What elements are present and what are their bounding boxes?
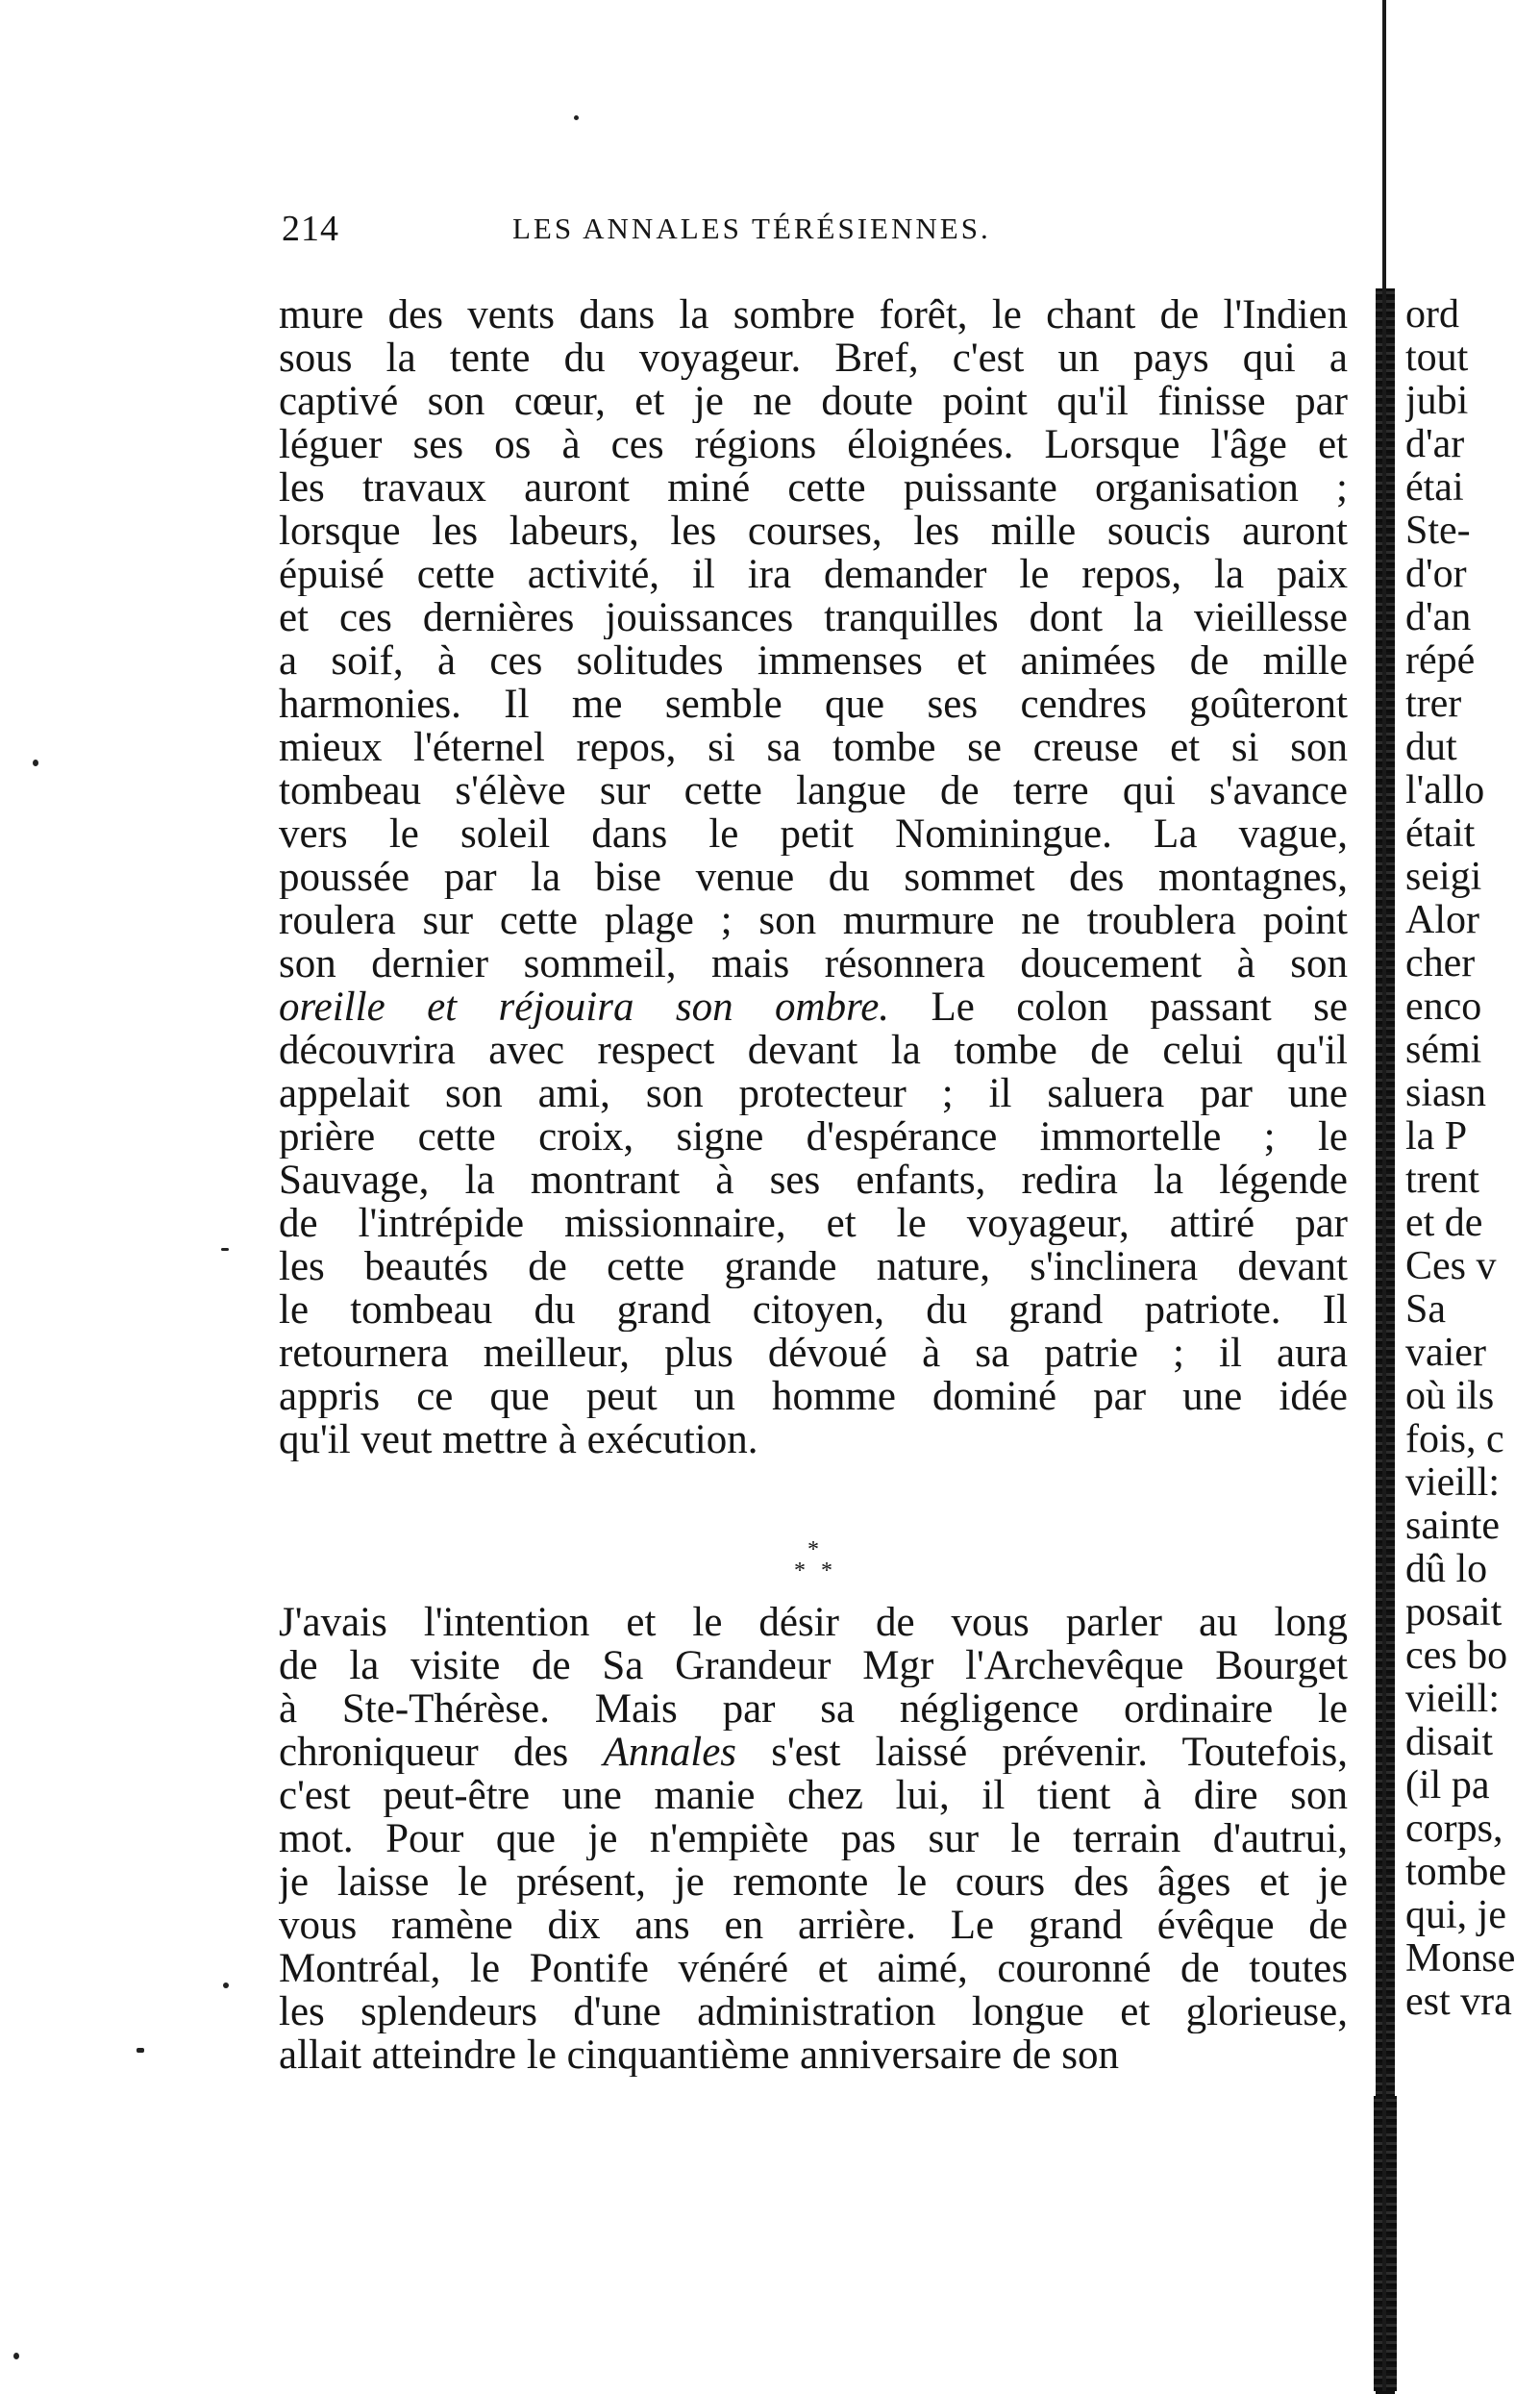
adjacent-fragment: seigi [1405,855,1482,899]
adjacent-fragment: vaier [1405,1331,1486,1375]
line-text: vers le soleil dans le petit Nominingue. La vague, [279,812,1348,856]
adjacent-fragment: dû lo [1405,1547,1488,1591]
line-text: Sauvage, la montrant à ses enfants, redira la légende [279,1159,1348,1202]
paragraph-1-line [279,856,1348,899]
line-text: tombeau s'élève sur cette langue de terre qui s'avance [279,769,1348,812]
paragraph-1-line [279,466,1348,510]
gutter-line [1382,0,1386,2391]
adjacent-fragment: tombe [1405,1850,1506,1894]
line-text: les beautés de cette grande nature, s'inclinera devant [279,1245,1348,1288]
adjacent-fragment: Sa [1405,1287,1446,1332]
paragraph-1-line [279,639,1348,683]
paragraph-1-line [279,1245,1348,1288]
paragraph-2-line [279,1644,1348,1687]
adjacent-fragment: trer [1405,682,1462,726]
paragraph-1-line [279,899,1348,942]
paragraph-1-line [279,1159,1348,1202]
adjacent-fragment: l'allo [1405,768,1485,812]
paragraph-1-line [279,683,1348,726]
paragraph-1-line [279,1202,1348,1245]
paragraph-2-line [279,1774,1348,1817]
paragraph-2-line [279,1990,1348,2033]
line-text: Montréal, le Pontife vénéré et aimé, couronné de toutes [279,1947,1348,1990]
adjacent-fragment: trent [1405,1158,1479,1202]
adjacent-fragment: disait [1405,1720,1493,1764]
adjacent-fragment: répé [1405,638,1476,683]
adjacent-fragment: vieill: [1405,1460,1500,1505]
adjacent-fragment: sémi [1405,1028,1482,1072]
adjacent-fragment: la P [1405,1114,1468,1159]
paragraph-1-line [279,942,1348,985]
paragraph-1-line [279,423,1348,466]
adjacent-fragment: ces bo [1405,1633,1508,1678]
adjacent-fragment: corps, [1405,1807,1503,1851]
adjacent-fragment: fois, c [1405,1417,1504,1461]
line-text: les travaux auront miné cette puissante organisation ; [279,466,1348,510]
line-text: c'est peut-être une manie chez lui, il tient à dire son [279,1774,1348,1817]
adjacent-fragment: (il pa [1405,1763,1490,1808]
paragraph-2-line [279,2033,1348,2077]
ink-speck [13,2353,19,2359]
body-paragraph-1 [279,293,1348,1461]
paragraph-1-line [279,726,1348,769]
line-text: oreille et réjouira son ombre. Le colon passant se [279,985,1348,1029]
paragraph-1-line [279,812,1348,856]
ink-speck [574,115,579,120]
adjacent-fragment: enco [1405,985,1482,1029]
line-text: prière cette croix, signe d'espérance immortelle ; le [279,1115,1348,1159]
adjacent-fragment: cher [1405,941,1476,985]
adjacent-fragment: jubi [1405,379,1469,423]
adjacent-fragment: dut [1405,725,1457,769]
line-text: découvrira avec respect devant la tombe de celui qu'il [279,1029,1348,1072]
line-text: mot. Pour que je n'empiète pas sur le terrain d'autrui, [279,1817,1348,1860]
paragraph-1-line [279,337,1348,380]
adjacent-fragment: d'or [1405,552,1467,596]
adjacent-fragment: vieill: [1405,1677,1500,1721]
italic-text: oreille et réjouira son ombre. [279,985,890,1029]
paragraph-1-line [279,1029,1348,1072]
line-text: son dernier sommeil, mais résonnera doucement à son [279,942,1348,985]
adjacent-fragment: qui, je [1405,1893,1506,1937]
adjacent-fragment: où ils [1405,1374,1495,1418]
adjacent-fragment: Ste- [1405,509,1471,553]
line-text: mieux l'éternel repos, si sa tombe se creuse et si son [279,726,1348,769]
paragraph-2-line [279,1947,1348,1990]
adjacent-fragment: Monse [1405,1936,1516,1981]
paragraph-2-line [279,1860,1348,1904]
adjacent-fragment: Alor [1405,898,1479,942]
paragraph-1-line [279,1288,1348,1332]
ink-speck [137,2048,144,2053]
body-paragraph-2 [279,1601,1348,2077]
paragraph-1-line [279,510,1348,553]
page-number: 214 [282,209,339,249]
line-text: léguer ses os à ces régions éloignées. Lorsque l'âge et [279,423,1348,466]
adjacent-fragment: étai [1405,465,1464,510]
adjacent-fragment: et de [1405,1201,1483,1245]
line-text: roulera sur cette plage ; son murmure ne troublera point [279,899,1348,942]
paragraph-1-line [279,1332,1348,1375]
line-text: à Ste-Thérèse. Mais par sa négligence ordinaire le [279,1687,1348,1731]
line-text: harmonies. Il me semble que ses cendres goûteront [279,683,1348,726]
line-text: de la visite de Sa Grandeur Mgr l'Archevêque Bourget [279,1644,1348,1687]
paragraph-1-line [279,1418,1348,1461]
line-text: de l'intrépide missionnaire, et le voyageur, attiré par [279,1202,1348,1245]
paragraph-2-line [279,1601,1348,1644]
line-text: et ces dernières jouissances tranquilles dont la vieillesse [279,596,1348,639]
line-text: chroniqueur des Annales s'est laissé prévenir. Toutefois, [279,1731,1348,1774]
section-break-asterism [788,1538,846,1596]
adjacent-fragment: sainte [1405,1504,1500,1548]
paragraph-1-line [279,596,1348,639]
adjacent-fragment: était [1405,811,1476,856]
paragraph-2-line [279,1687,1348,1731]
ink-speck [221,1248,229,1251]
line-text: captivé son cœur, et je ne doute point qu'il finisse par [279,380,1348,423]
paragraph-2-line [279,1817,1348,1860]
adjacent-page-margin-text [1405,293,1540,2024]
page-header [282,208,1368,265]
adjacent-fragment: Ces v [1405,1244,1497,1288]
adjacent-fragment: d'ar [1405,422,1465,466]
line-text: retournera meilleur, plus dévoué à sa patrie ; il aura [279,1332,1348,1375]
paragraph-1-line [279,1072,1348,1115]
line-text: le tombeau du grand citoyen, du grand patriote. Il [279,1288,1348,1332]
adjacent-fragment: ord [1405,293,1459,337]
line-text: mure des vents dans la sombre forêt, le chant de l'Indien [279,293,1348,337]
paragraph-1-line [279,553,1348,596]
ink-speck [223,1983,229,1988]
paragraph-2-line [279,1904,1348,1947]
running-title: LES ANNALES TÉRÉSIENNES. [512,212,991,245]
line-text: J'avais l'intention et le désir de vous parler au long [279,1601,1348,1644]
ink-speck [33,760,38,766]
asterism-star: * [794,1559,806,1584]
adjacent-fragment: posait [1405,1590,1503,1634]
line-text: appelait son ami, son protecteur ; il saluera par une [279,1072,1348,1115]
line-text: vous ramène dix ans en arrière. Le grand évêque de [279,1904,1348,1947]
line-text: les splendeurs d'une administration longue et glorieuse, [279,1990,1348,2033]
asterism-star: * [821,1559,832,1584]
line-text: poussée par la bise venue du sommet des montagnes, [279,856,1348,899]
paragraph-1-line [279,985,1348,1029]
line-text: appris ce que peut un homme dominé par une idée [279,1375,1348,1418]
line-text: a soif, à ces solitudes immenses et animées de mille [279,639,1348,683]
italic-text: Annales [603,1731,737,1774]
asterism-star: * [807,1537,819,1562]
adjacent-fragment: tout [1405,336,1469,380]
paragraph-1-line [279,380,1348,423]
line-text: allait atteindre le cinquantième anniversaire de son [279,2033,1119,2077]
paragraph-1-line [279,769,1348,812]
paragraph-1-line [279,1115,1348,1159]
adjacent-fragment: est vra [1405,1980,1512,2024]
adjacent-fragment: d'an [1405,595,1472,639]
line-text: sous la tente du voyageur. Bref, c'est un pays qui a [279,337,1348,380]
line-text: lorsque les labeurs, les courses, les mille soucis auront [279,510,1348,553]
line-text: épuisé cette activité, il ira demander le repos, la paix [279,553,1348,596]
paragraph-1-line [279,1375,1348,1418]
adjacent-fragment: siasn [1405,1071,1486,1115]
paragraph-2-line [279,1731,1348,1774]
line-text: qu'il veut mettre à exécution. [279,1418,758,1461]
paragraph-1-line [279,293,1348,337]
line-text: je laisse le présent, je remonte le cours des âges et je [279,1860,1348,1904]
